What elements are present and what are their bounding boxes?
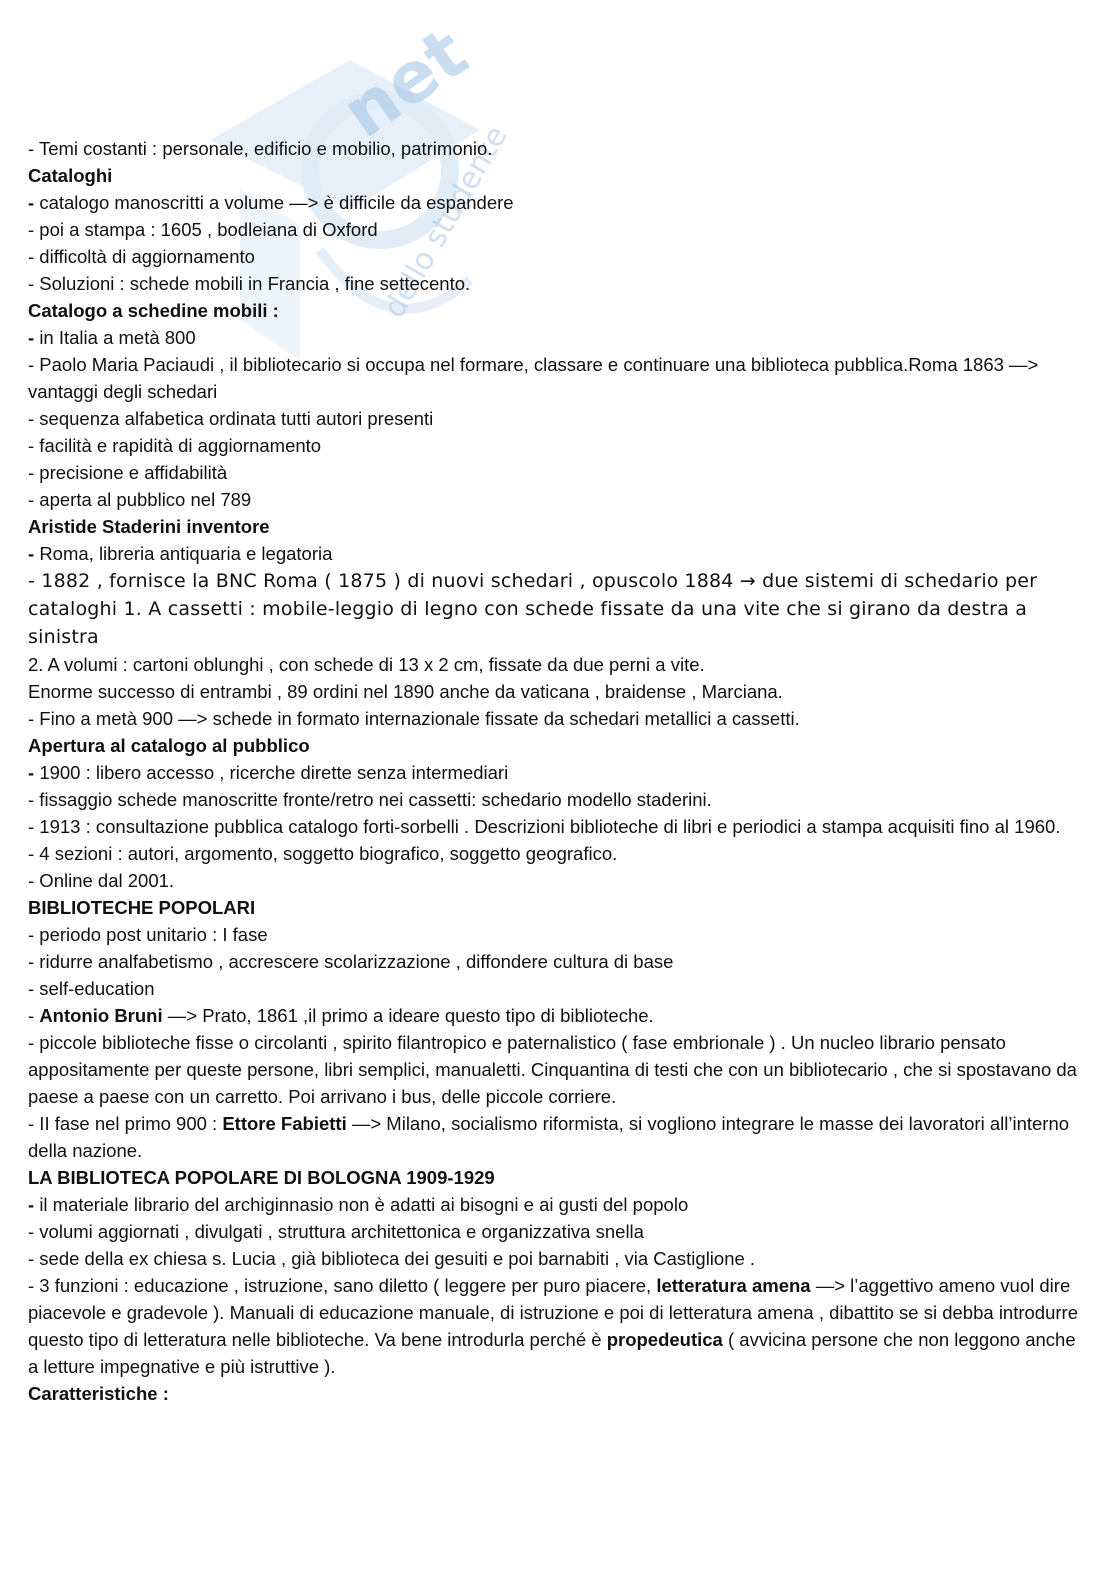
text-span: - periodo post unitario : I fase: [28, 924, 268, 945]
text-span: - 1882 , fornisce la BNC Roma ( 1875 ) di nuovi schedari , opuscolo 1884 → due sistemi di schedario per cataloghi 1. A cassetti : mobile-leggio di legno con schede fissate da una vite che si girano da destra a sinistra: [28, 570, 1038, 648]
text-span: - Fino a metà 900 —> schede in formato internazionale fissate da schedari metallici a cassetti.: [28, 708, 800, 729]
text-line: [28, 540, 1088, 567]
bold-text: Antonio Bruni: [39, 1005, 163, 1026]
watermark-subtext: dello studente: [376, 120, 510, 324]
text-line: [28, 1218, 1088, 1245]
text-line: [28, 867, 1088, 894]
text-span: -: [28, 1005, 40, 1026]
text-span: catalogo manoscritti a volume —> è difficile da espandere: [39, 192, 514, 213]
text-span: Cataloghi: [28, 165, 113, 186]
text-span: —> Prato, 1861 ,il primo a ideare questo tipo di biblioteche.: [162, 1005, 654, 1026]
text-span: - Online dal 2001.: [28, 870, 175, 891]
bold-text: -: [28, 762, 40, 783]
text-line: [28, 1002, 1088, 1029]
text-line: [28, 1029, 1088, 1110]
text-span: - ridurre analfabetismo , accrescere scolarizzazione , diffondere cultura di base: [28, 951, 674, 972]
watermark-text: net: [327, 20, 482, 154]
text-span: - precisione e affidabilità: [28, 462, 228, 483]
bold-text: -: [28, 192, 40, 213]
text-line: [28, 813, 1088, 840]
text-span: Apertura al catalogo al pubblico: [28, 735, 310, 756]
text-span: LA BIBLIOTECA POPOLARE DI BOLOGNA 1909-1929: [28, 1167, 495, 1188]
bold-text: Ettore Fabietti: [222, 1113, 347, 1134]
section-heading: [28, 894, 1088, 921]
text-span: Aristide Staderini inventore: [28, 516, 270, 537]
text-span: Enorme successo di entrambi , 89 ordini nel 1890 anche da vaticana , braidense , Marciana.: [28, 681, 783, 702]
text-line: [28, 189, 1088, 216]
text-line: [28, 921, 1088, 948]
bold-text: propedeutica: [606, 1329, 723, 1350]
text-line: [28, 948, 1088, 975]
text-span: - self-education: [28, 978, 155, 999]
text-span: 1900 : libero accesso , ricerche dirette senza intermediari: [39, 762, 509, 783]
text-span: - volumi aggiornati , divulgati , struttura architettonica e organizzativa snella: [28, 1221, 644, 1242]
text-line: [28, 405, 1088, 432]
text-span: ( avvicina persone che non leggono anche a letture impegnative e più istruttive ).: [28, 1329, 1076, 1377]
text-line: [28, 759, 1088, 786]
text-span: —> Milano, socialismo riformista, si vogliono integrare le masse dei lavoratori all’interno della nazione.: [28, 1113, 1070, 1161]
section-heading: [28, 297, 1088, 324]
text-span: - II fase nel primo 900 :: [28, 1113, 223, 1134]
text-line: [28, 486, 1088, 513]
text-span: Catalogo a schedine mobili :: [28, 300, 279, 321]
text-line: [28, 135, 1088, 162]
text-line: [28, 243, 1088, 270]
bold-text: -: [28, 543, 40, 564]
text-line: [28, 840, 1088, 867]
text-line: [28, 459, 1088, 486]
section-heading: [28, 732, 1088, 759]
text-span: - aperta al pubblico nel 789: [28, 489, 252, 510]
text-line: [28, 1191, 1088, 1218]
text-span: —> l’aggettivo ameno vuol dire piacevole e gradevole ). Manuali di educazione manuale, di istruzione e poi di letteratura amena , dibattito se si debba introdurre questo tipo di letteratura nelle biblioteche. Va bene introdurla perché è: [28, 1275, 1078, 1350]
text-span: - facilità e rapidità di aggiornamento: [28, 435, 322, 456]
section-heading: [28, 1380, 1088, 1407]
text-line: [28, 270, 1088, 297]
text-span: - Soluzioni : schede mobili in Francia , fine settecento.: [28, 273, 471, 294]
bold-text: letteratura amena: [656, 1275, 811, 1296]
text-line: [28, 975, 1088, 1002]
text-span: - 3 funzioni : educazione , istruzione, sano diletto ( leggere per puro piacere,: [28, 1275, 657, 1296]
text-line: [28, 567, 1088, 651]
text-span: BIBLIOTECHE POPOLARI: [28, 897, 256, 918]
text-span: - 4 sezioni : autori, argomento, soggetto biografico, soggetto geografico.: [28, 843, 618, 864]
text-span: Roma, libreria antiquaria e legatoria: [39, 543, 333, 564]
text-span: - Temi costanti : personale, edificio e mobilio, patrimonio.: [28, 138, 493, 159]
text-span: - fissaggio schede manoscritte fronte/retro nei cassetti: schedario modello staderini.: [28, 789, 712, 810]
text-span: 2. A volumi : cartoni oblunghi , con schede di 13 x 2 cm, fissate da due perni a vite.: [28, 654, 705, 675]
text-line: [28, 324, 1088, 351]
text-span: Caratteristiche :: [28, 1383, 169, 1404]
text-line: [28, 351, 1088, 405]
bold-text: -: [28, 327, 40, 348]
text-line: [28, 705, 1088, 732]
text-line: [28, 432, 1088, 459]
text-span: - 1913 : consultazione pubblica catalogo forti-sorbelli . Descrizioni biblioteche di libri e periodici a stampa acquisiti fino al 1960.: [28, 816, 1061, 837]
text-line: [28, 1272, 1088, 1380]
section-heading: [28, 1164, 1088, 1191]
text-span: - sede della ex chiesa s. Lucia , già biblioteca dei gesuiti e poi barnabiti , via Castiglione .: [28, 1248, 756, 1269]
text-line: [28, 1245, 1088, 1272]
bold-text: -: [28, 1194, 40, 1215]
text-line: [28, 786, 1088, 813]
text-span: il materiale librario del archiginnasio non è adatti ai bisogni e ai gusti del popolo: [39, 1194, 689, 1215]
document-body: [28, 135, 1088, 1407]
text-line: [28, 1110, 1088, 1164]
text-line: [28, 678, 1088, 705]
text-span: - difficoltà di aggiornamento: [28, 246, 255, 267]
text-span: - Paolo Maria Paciaudi , il bibliotecario si occupa nel formare, classare e continuare una biblioteca pubblica.Roma 1863 —> vantaggi degli schedari: [28, 354, 1039, 402]
text-span: in Italia a metà 800: [39, 327, 196, 348]
text-span: - piccole biblioteche fisse o circolanti , spirito filantropico e paternalistico ( fase embrionale ) . Un nucleo librario pensato appositamente per queste persone, libri semplici, manualetti. Cinquantina di testi che con un bibliotecario , che si spostavano da paese a paese con un carretto. Poi arrivano i bus, delle piccole corriere.: [28, 1032, 1077, 1107]
text-line: [28, 216, 1088, 243]
section-heading: [28, 513, 1088, 540]
section-heading: [28, 162, 1088, 189]
text-span: - poi a stampa : 1605 , bodleiana di Oxford: [28, 219, 378, 240]
text-line: [28, 651, 1088, 678]
text-span: - sequenza alfabetica ordinata tutti autori presenti: [28, 408, 434, 429]
